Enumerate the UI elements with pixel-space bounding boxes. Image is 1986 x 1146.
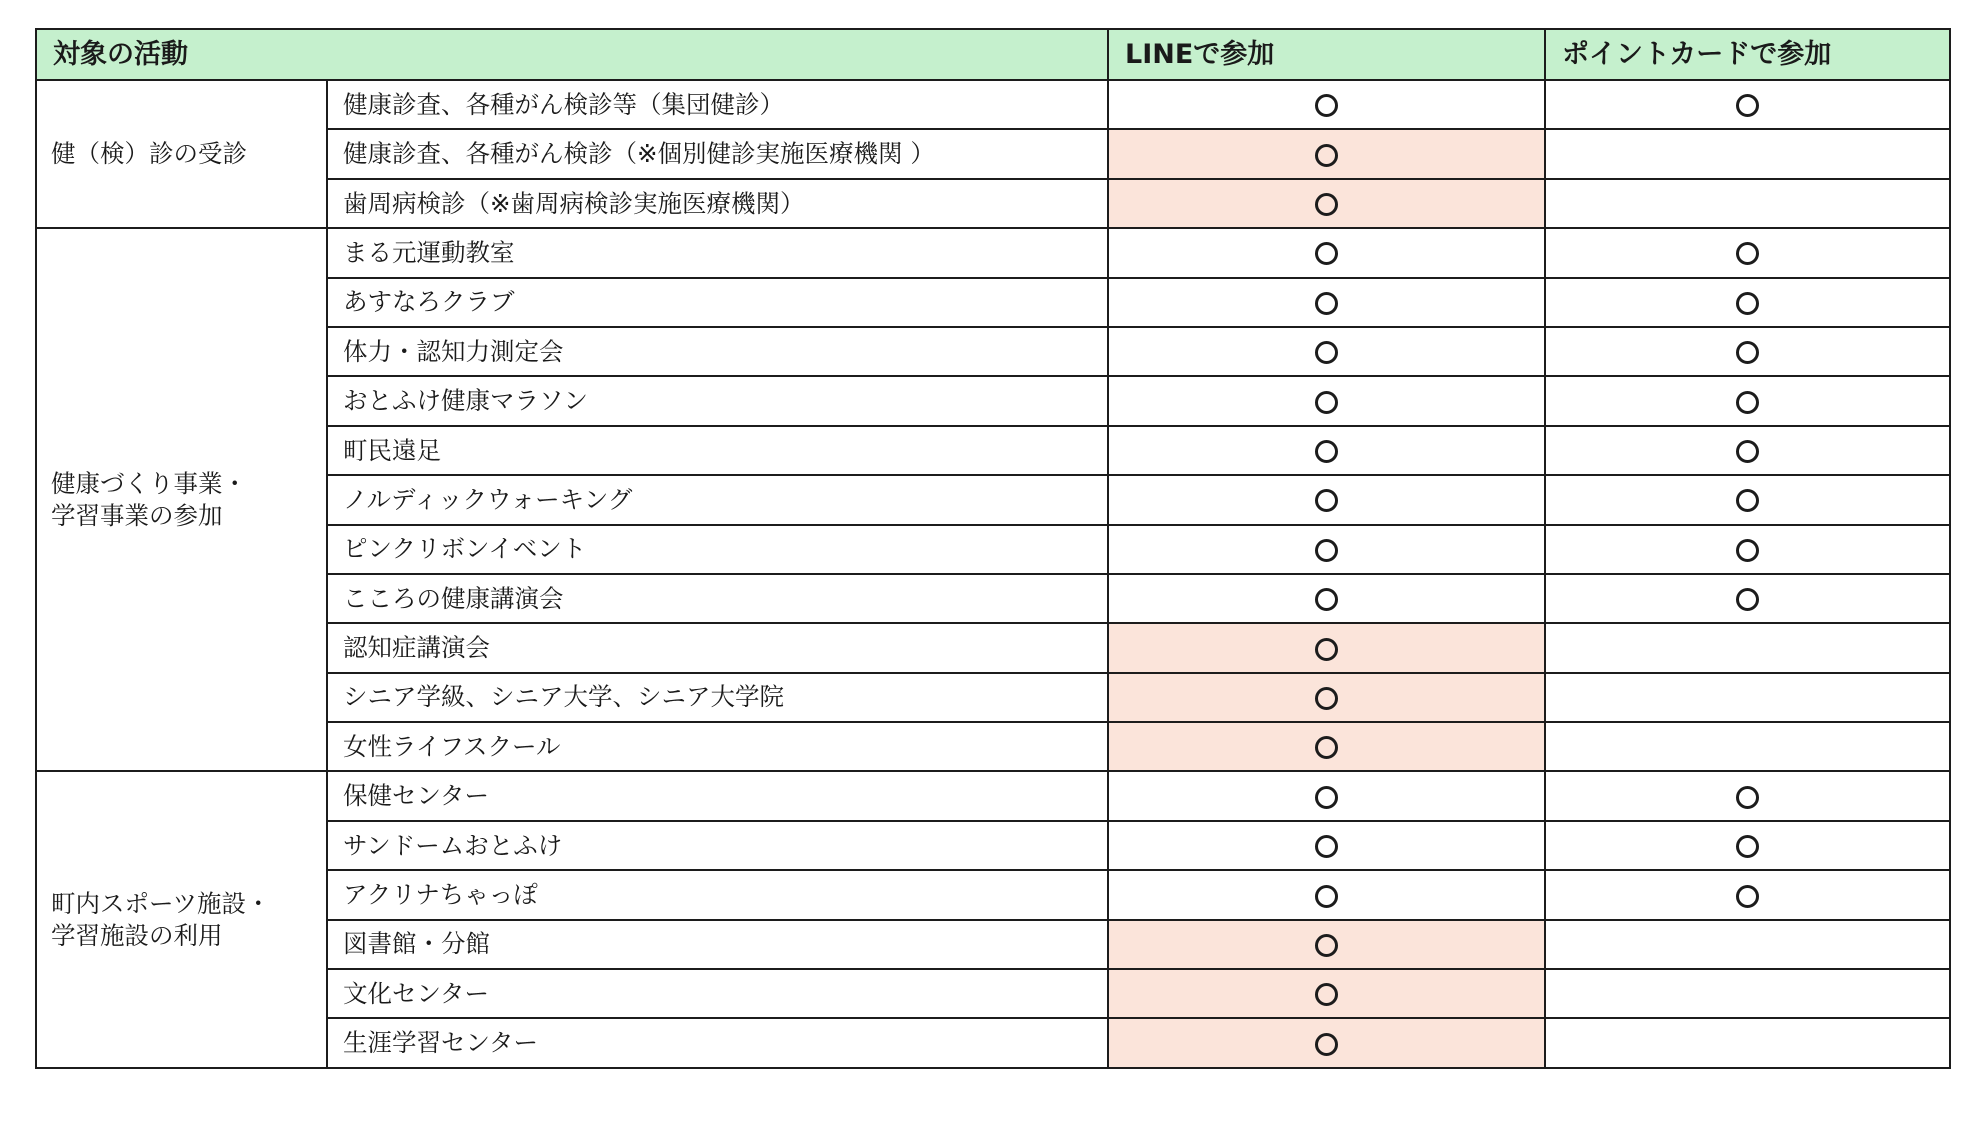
point-card-cell bbox=[1545, 525, 1950, 574]
point-card-cell bbox=[1545, 426, 1950, 475]
activity-table bbox=[35, 28, 1951, 1069]
activity-name: まる元運動教室 bbox=[327, 228, 1108, 277]
activity-name: 生涯学習センター bbox=[327, 1018, 1108, 1067]
activity-name: あすなろクラブ bbox=[327, 278, 1108, 327]
line-cell bbox=[1108, 525, 1545, 574]
circle-mark-icon bbox=[1736, 341, 1759, 364]
table-row bbox=[36, 80, 1950, 129]
point-card-cell bbox=[1545, 278, 1950, 327]
circle-mark-icon bbox=[1315, 983, 1338, 1006]
circle-mark-icon bbox=[1315, 391, 1338, 414]
point-card-cell bbox=[1545, 574, 1950, 623]
point-card-cell bbox=[1545, 327, 1950, 376]
group-label bbox=[36, 80, 327, 228]
point-card-cell bbox=[1545, 722, 1950, 771]
group-label-line: 学習事業の参加 bbox=[51, 500, 223, 530]
activity-name: 文化センター bbox=[327, 969, 1108, 1018]
group-label bbox=[36, 771, 327, 1067]
activity-name: ピンクリボンイベント bbox=[327, 525, 1108, 574]
point-card-cell bbox=[1545, 129, 1950, 178]
table-row bbox=[36, 228, 1950, 277]
group-label-line: 健康づくり事業・ bbox=[51, 468, 247, 498]
circle-mark-icon bbox=[1315, 835, 1338, 858]
point-card-cell bbox=[1545, 1018, 1950, 1067]
activity-name: 健康診査、各種がん検診等（集団健診） bbox=[327, 80, 1108, 129]
point-card-cell bbox=[1545, 821, 1950, 870]
point-card-cell bbox=[1545, 475, 1950, 524]
line-cell bbox=[1108, 129, 1545, 178]
point-card-cell bbox=[1545, 179, 1950, 228]
line-cell bbox=[1108, 179, 1545, 228]
activity-name: 保健センター bbox=[327, 771, 1108, 820]
circle-mark-icon bbox=[1315, 539, 1338, 562]
activity-name: こころの健康講演会 bbox=[327, 574, 1108, 623]
table-body bbox=[36, 80, 1950, 1068]
group-label-line: 町内スポーツ施設・ bbox=[51, 888, 271, 918]
circle-mark-icon bbox=[1315, 638, 1338, 661]
activity-name: 認知症講演会 bbox=[327, 623, 1108, 672]
table-row bbox=[36, 771, 1950, 820]
point-card-cell bbox=[1545, 376, 1950, 425]
line-cell bbox=[1108, 920, 1545, 969]
activity-name: 健康診査、各種がん検診（※個別健診実施医療機関 ） bbox=[327, 129, 1108, 178]
circle-mark-icon bbox=[1315, 687, 1338, 710]
activity-name: おとふけ健康マラソン bbox=[327, 376, 1108, 425]
activity-name: 歯周病検診（※歯周病検診実施医療機関） bbox=[327, 179, 1108, 228]
group-label bbox=[36, 228, 327, 771]
circle-mark-icon bbox=[1736, 489, 1759, 512]
circle-mark-icon bbox=[1736, 391, 1759, 414]
circle-mark-icon bbox=[1736, 885, 1759, 908]
header-row bbox=[36, 29, 1950, 80]
circle-mark-icon bbox=[1736, 440, 1759, 463]
line-cell bbox=[1108, 771, 1545, 820]
circle-mark-icon bbox=[1315, 736, 1338, 759]
line-cell bbox=[1108, 821, 1545, 870]
activity-name: 女性ライフスクール bbox=[327, 722, 1108, 771]
line-cell bbox=[1108, 376, 1545, 425]
circle-mark-icon bbox=[1315, 885, 1338, 908]
circle-mark-icon bbox=[1736, 94, 1759, 117]
point-card-cell bbox=[1545, 870, 1950, 919]
circle-mark-icon bbox=[1736, 786, 1759, 809]
circle-mark-icon bbox=[1315, 489, 1338, 512]
table-header bbox=[36, 29, 1950, 80]
activity-name: 図書館・分館 bbox=[327, 920, 1108, 969]
line-cell bbox=[1108, 475, 1545, 524]
circle-mark-icon bbox=[1315, 440, 1338, 463]
point-card-cell bbox=[1545, 920, 1950, 969]
activity-name: 町民遠足 bbox=[327, 426, 1108, 475]
point-card-cell bbox=[1545, 969, 1950, 1018]
line-cell bbox=[1108, 80, 1545, 129]
activity-name: サンドームおとふけ bbox=[327, 821, 1108, 870]
point-card-cell bbox=[1545, 673, 1950, 722]
circle-mark-icon bbox=[1315, 144, 1338, 167]
line-cell bbox=[1108, 426, 1545, 475]
circle-mark-icon bbox=[1736, 292, 1759, 315]
circle-mark-icon bbox=[1315, 242, 1338, 265]
line-cell bbox=[1108, 278, 1545, 327]
activity-name: アクリナちゃっぽ bbox=[327, 870, 1108, 919]
point-card-cell bbox=[1545, 623, 1950, 672]
circle-mark-icon bbox=[1315, 1033, 1338, 1056]
circle-mark-icon bbox=[1315, 588, 1338, 611]
line-cell bbox=[1108, 228, 1545, 277]
line-cell bbox=[1108, 870, 1545, 919]
circle-mark-icon bbox=[1315, 193, 1338, 216]
header-point-card: ポイントカードで参加 bbox=[1545, 29, 1950, 80]
circle-mark-icon bbox=[1315, 292, 1338, 315]
point-card-cell bbox=[1545, 80, 1950, 129]
group-label-line: 健（検）診の受診 bbox=[51, 139, 247, 169]
circle-mark-icon bbox=[1736, 588, 1759, 611]
line-cell bbox=[1108, 574, 1545, 623]
activity-name: ノルディックウォーキング bbox=[327, 475, 1108, 524]
point-card-cell bbox=[1545, 228, 1950, 277]
circle-mark-icon bbox=[1736, 242, 1759, 265]
line-cell bbox=[1108, 1018, 1545, 1067]
line-cell bbox=[1108, 722, 1545, 771]
header-activity: 対象の活動 bbox=[36, 29, 1108, 80]
line-cell bbox=[1108, 673, 1545, 722]
group-label-line: 学習施設の利用 bbox=[51, 920, 223, 950]
activity-name: 体力・認知力測定会 bbox=[327, 327, 1108, 376]
circle-mark-icon bbox=[1315, 934, 1338, 957]
circle-mark-icon bbox=[1315, 94, 1338, 117]
header-line: LINEで参加 bbox=[1108, 29, 1545, 80]
circle-mark-icon bbox=[1736, 539, 1759, 562]
line-cell bbox=[1108, 969, 1545, 1018]
circle-mark-icon bbox=[1736, 835, 1759, 858]
point-card-cell bbox=[1545, 771, 1950, 820]
line-cell bbox=[1108, 327, 1545, 376]
circle-mark-icon bbox=[1315, 341, 1338, 364]
activity-name: シニア学級、シニア大学、シニア大学院 bbox=[327, 673, 1108, 722]
line-cell bbox=[1108, 623, 1545, 672]
circle-mark-icon bbox=[1315, 786, 1338, 809]
